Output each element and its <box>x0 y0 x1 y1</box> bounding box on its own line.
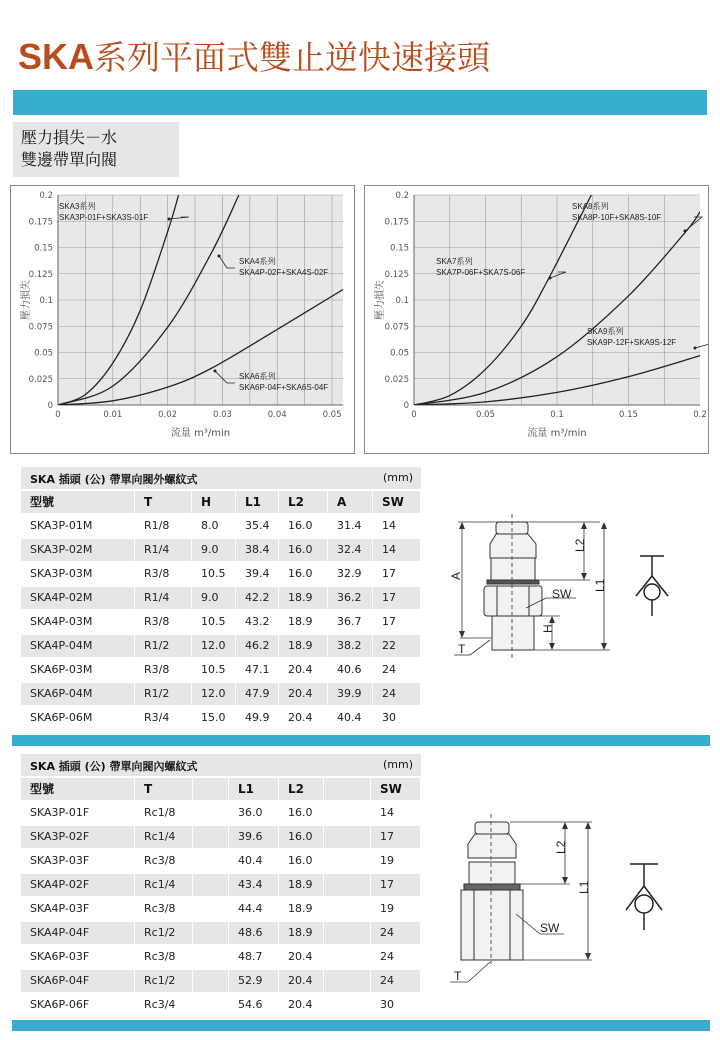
dim-label-sw: SW <box>552 587 572 601</box>
table-row <box>21 587 421 610</box>
y-tick-label: 0.1 <box>395 296 409 306</box>
table-cell: 17 <box>371 874 420 896</box>
x-tick-label: 0.05 <box>476 410 495 420</box>
dim-label-h: H <box>541 624 555 633</box>
table-cell: SKA6P-04M <box>21 683 134 705</box>
table-row <box>21 707 421 730</box>
table-cell: 20.4 <box>288 711 313 724</box>
table-title: SKA 插頭 (公) 帶單向閥外螺紋式 <box>30 473 198 486</box>
table-cell: R3/8 <box>144 567 170 580</box>
header-bar <box>13 90 707 115</box>
table-row <box>21 946 421 969</box>
table-cell: 18.9 <box>279 874 323 896</box>
table-cell: 43.2 <box>245 615 270 628</box>
table-row <box>21 826 421 849</box>
column-header: A <box>328 491 372 513</box>
dim-label-l1: L1 <box>577 880 591 894</box>
table-cell: 30 <box>382 711 396 724</box>
chart-svg <box>365 186 708 453</box>
table-cell: R3/8 <box>144 663 170 676</box>
table-cell: 15.0 <box>201 711 226 724</box>
title-brand: SKA <box>18 36 95 77</box>
column-header: L2 <box>279 491 327 513</box>
table-cell <box>193 898 228 920</box>
table-cell <box>193 946 228 968</box>
table-row <box>21 611 421 634</box>
table-cell: R1/8 <box>144 519 170 532</box>
column-header: SW <box>373 491 420 513</box>
section-heading-line2: 雙邊帶單向閥 <box>21 150 118 169</box>
table-cell: 17 <box>371 826 420 848</box>
table-cell: 36.7 <box>337 615 362 628</box>
leader-arrow <box>549 277 552 280</box>
dim-label-l2: L2 <box>554 840 568 854</box>
table-cell <box>324 802 370 824</box>
plug-collar <box>464 884 520 890</box>
series-model-label: SKA6P-04F+SKA6S-04F <box>239 383 329 392</box>
y-tick-label: 0.1 <box>39 296 53 306</box>
plug-neck <box>469 862 515 884</box>
table-cell <box>193 850 228 872</box>
table-row <box>21 802 421 825</box>
table-cell: R1/4 <box>135 587 191 609</box>
table-cell <box>193 826 228 848</box>
dim-label-t: T <box>454 969 462 983</box>
table-cell: 40.4 <box>337 711 362 724</box>
table-cell <box>193 970 228 992</box>
series-model-label: SKA9P-12F+SKA9S-12F <box>587 338 677 347</box>
y-tick-label: 0.075 <box>28 322 53 333</box>
leader-arrow <box>214 370 217 373</box>
y-tick-label: 0.2 <box>39 191 53 201</box>
table-cell: SKA4P-04M <box>21 635 134 657</box>
leader-arrow <box>694 347 697 350</box>
table-cell: 17 <box>373 587 420 609</box>
table-cell: 9.0 <box>192 587 235 609</box>
x-axis-label: 流量 m³/min <box>527 428 587 439</box>
x-tick-label: 0.01 <box>103 410 123 420</box>
y-tick-label: 0.175 <box>384 217 409 228</box>
table-cell: 16.0 <box>288 567 313 580</box>
table-cell <box>324 970 370 992</box>
dim-label-a: A <box>449 571 463 580</box>
table-cell: R1/4 <box>135 539 191 561</box>
table-cell: Rc1/2 <box>135 970 192 992</box>
table-cell: 39.9 <box>328 683 372 705</box>
internal-plug-diagram <box>430 800 720 1000</box>
series-name-label: SKA4系列 <box>239 257 276 266</box>
series-name-label: SKA6系列 <box>239 372 276 381</box>
table-cell: 43.4 <box>229 874 278 896</box>
table-cell: Rc1/8 <box>144 806 176 819</box>
table-row <box>21 515 421 538</box>
hex-body <box>461 890 523 960</box>
table-row <box>21 970 421 993</box>
table-cell <box>193 802 228 824</box>
column-header: L1 <box>236 491 278 513</box>
table-cell: SKA4P-03M <box>30 615 93 628</box>
table-cell: 12.0 <box>192 683 235 705</box>
table-cell: 32.9 <box>337 567 362 580</box>
table-row <box>21 850 421 873</box>
table-cell: 36.0 <box>238 806 263 819</box>
thread-part <box>492 616 534 650</box>
table-cell: 22 <box>373 635 420 657</box>
y-tick-label: 0.05 <box>34 348 53 359</box>
table-cell: 24 <box>373 683 420 705</box>
y-tick-label: 0.025 <box>28 374 53 385</box>
y-tick-label: 0.15 <box>390 243 409 254</box>
table-row <box>21 659 421 682</box>
pressure-loss-chart-large <box>364 185 709 454</box>
x-tick-label: 0.03 <box>212 410 232 420</box>
table-cell: SKA3P-02F <box>21 826 134 848</box>
table-cell: 48.7 <box>238 950 263 963</box>
table-row <box>21 635 421 658</box>
table-cell: R1/2 <box>135 683 191 705</box>
table-cell: 10.5 <box>201 567 226 580</box>
table-cell: 48.6 <box>229 922 278 944</box>
table-cell: 20.4 <box>279 970 323 992</box>
table-cell <box>324 898 370 920</box>
table-row <box>21 683 421 706</box>
table-cell: 39.6 <box>229 826 278 848</box>
table-cell: 35.4 <box>245 519 270 532</box>
table-cell: 42.2 <box>236 587 278 609</box>
table-cell <box>324 850 370 872</box>
table-cell <box>324 946 370 968</box>
table-row <box>21 922 421 945</box>
footer-bar <box>12 1020 710 1031</box>
series-name-label: SKA8系列 <box>572 202 609 211</box>
y-tick-label: 0.125 <box>28 269 53 280</box>
table-cell: 39.4 <box>245 567 270 580</box>
table-cell <box>324 826 370 848</box>
table-cell: Rc1/2 <box>135 922 192 944</box>
leader-arrow <box>218 255 221 258</box>
table-cell: 17 <box>382 567 396 580</box>
plug-collar <box>487 580 539 584</box>
column-header: H <box>192 491 235 513</box>
table-cell: 19 <box>380 902 394 915</box>
table-cell: Rc1/4 <box>135 826 192 848</box>
external-plug-diagram <box>440 500 720 670</box>
table-cell: 31.4 <box>337 519 362 532</box>
table-title-row <box>21 754 421 776</box>
table-cell: 14 <box>382 519 396 532</box>
table-cell: Rc1/4 <box>135 874 192 896</box>
x-tick-label: 0.04 <box>267 410 287 420</box>
table-cell: 10.5 <box>201 615 226 628</box>
table-cell: SKA6P-03F <box>30 950 90 963</box>
table-cell: SKA6P-04F <box>21 970 134 992</box>
internal-thread-table <box>21 754 421 1018</box>
table-cell: Rc3/8 <box>144 950 176 963</box>
table-cell <box>193 874 228 896</box>
section-heading <box>13 122 179 177</box>
table-cell: 12.0 <box>192 635 235 657</box>
table-cell: 24 <box>380 950 394 963</box>
table-cell: 40.4 <box>238 854 263 867</box>
series-name-label: SKA9系列 <box>587 327 624 336</box>
table-cell: 24 <box>371 970 420 992</box>
table-cell: SKA3P-03M <box>30 567 93 580</box>
table-cell: 46.2 <box>236 635 278 657</box>
table-cell: 18.9 <box>279 922 323 944</box>
hex-body <box>484 586 542 616</box>
y-tick-label: 0.2 <box>395 191 409 201</box>
column-header: L1 <box>229 778 278 800</box>
table-cell: SKA4P-04F <box>21 922 134 944</box>
table-row <box>21 539 421 562</box>
series-name-label: SKA7系列 <box>436 257 473 266</box>
table-cell: 47.1 <box>245 663 270 676</box>
plug-head <box>468 834 516 858</box>
column-header: 型號 <box>21 491 134 513</box>
divider-bar <box>12 735 710 746</box>
table-cell: SKA3P-01M <box>30 519 93 532</box>
check-valve-symbol-icon <box>626 864 662 930</box>
x-axis-label: 流量 m³/min <box>170 428 231 439</box>
table-cell: SKA3P-01F <box>30 806 90 819</box>
plug-tip <box>475 822 509 834</box>
x-tick-label: 0.02 <box>158 410 178 420</box>
x-tick-label: 0 <box>55 410 61 420</box>
table-title-row <box>21 467 421 489</box>
leader-arrow <box>684 230 687 233</box>
table-cell: 16.0 <box>279 826 323 848</box>
table-row <box>21 898 421 921</box>
table-cell: 44.4 <box>238 902 263 915</box>
x-tick-label: 0.2 <box>693 410 707 420</box>
y-tick-label: 0.175 <box>28 217 53 228</box>
page-title <box>18 32 490 82</box>
table-cell: 20.4 <box>288 998 313 1011</box>
column-header: T <box>135 491 191 513</box>
column-header: L2 <box>279 778 323 800</box>
table-header-row <box>21 491 421 514</box>
leader-arrow <box>168 218 171 221</box>
title-text: 系列平面式雙止逆快速接頭 <box>94 38 491 77</box>
y-tick-label: 0.15 <box>34 243 53 254</box>
column-header: SW <box>371 778 420 800</box>
table-cell: 19 <box>380 854 394 867</box>
table-cell: 30 <box>380 998 394 1011</box>
table-cell: 17 <box>382 615 396 628</box>
dim-label-sw: SW <box>540 921 560 935</box>
y-tick-label: 0.075 <box>384 322 409 333</box>
y-tick-label: 0.125 <box>384 269 409 280</box>
table-cell: 20.4 <box>288 663 313 676</box>
x-tick-label: 0.05 <box>322 410 342 420</box>
table-cell: 52.9 <box>229 970 278 992</box>
pressure-loss-chart-small <box>10 185 355 454</box>
table-cell: SKA4P-02F <box>21 874 134 896</box>
table-cell: 20.4 <box>279 683 327 705</box>
x-tick-label: 0 <box>411 410 417 420</box>
y-tick-label: 0 <box>47 401 53 411</box>
table-row <box>21 563 421 586</box>
chart-svg <box>11 186 354 453</box>
table-cell: Rc3/8 <box>144 902 176 915</box>
table-cell: SKA6P-06F <box>30 998 90 1011</box>
table-cell: 54.6 <box>238 998 263 1011</box>
table-unit: (mm) <box>382 471 413 484</box>
table-cell: Rc3/4 <box>144 998 176 1011</box>
series-model-label: SKA3P-01F+SKA3S-01F <box>59 213 149 222</box>
column-header <box>324 778 370 800</box>
table-cell: 36.2 <box>328 587 372 609</box>
table-cell: 14 <box>380 806 394 819</box>
y-axis-label: 壓力損失 <box>375 280 386 320</box>
table-cell <box>193 994 228 1016</box>
table-unit: (mm) <box>382 758 413 771</box>
table-cell: 9.0 <box>192 539 235 561</box>
column-header <box>193 778 228 800</box>
plug-neck <box>491 558 535 580</box>
check-valve-symbol-icon <box>636 556 668 616</box>
table-cell: SKA4P-03F <box>30 902 90 915</box>
table-cell: SKA3P-02M <box>21 539 134 561</box>
table-cell: 32.4 <box>328 539 372 561</box>
column-header: T <box>135 778 192 800</box>
table-cell: 47.9 <box>236 683 278 705</box>
table-cell: SKA3P-03F <box>30 854 90 867</box>
table-cell <box>324 922 370 944</box>
table-cell: R1/2 <box>135 635 191 657</box>
table-title: SKA 插頭 (公) 帶單向閥內螺紋式 <box>30 760 198 773</box>
y-axis-label: 壓力損失 <box>21 280 32 320</box>
x-tick-label: 0.1 <box>550 410 564 420</box>
table-cell: 49.9 <box>245 711 270 724</box>
section-heading-line1: 壓力損失－水 <box>21 128 118 147</box>
x-tick-label: 0.15 <box>619 410 638 420</box>
external-thread-table <box>21 467 421 729</box>
table-cell <box>193 922 228 944</box>
y-tick-label: 0 <box>403 401 409 411</box>
table-cell: 18.9 <box>288 902 313 915</box>
table-header-row <box>21 778 421 801</box>
table-row <box>21 994 421 1017</box>
dim-label-l2: L2 <box>573 538 587 552</box>
table-cell: R3/8 <box>144 615 170 628</box>
table-cell: 16.0 <box>279 539 327 561</box>
series-model-label: SKA8P-10F+SKA8S-10F <box>572 213 662 222</box>
table-cell: 14 <box>373 539 420 561</box>
series-name-label: SKA3系列 <box>59 202 96 211</box>
table-cell: 38.4 <box>236 539 278 561</box>
table-cell: SKA6P-03M <box>30 663 93 676</box>
table-cell: 16.0 <box>288 519 313 532</box>
table-cell <box>324 994 370 1016</box>
table-cell: 10.5 <box>201 663 226 676</box>
table-cell: 38.2 <box>328 635 372 657</box>
table-cell: 18.9 <box>288 615 313 628</box>
table-cell: 40.6 <box>337 663 362 676</box>
table-cell: 16.0 <box>288 806 313 819</box>
table-cell: 16.0 <box>288 854 313 867</box>
table-cell: 8.0 <box>201 519 219 532</box>
series-model-label: SKA4P-02F+SKA4S-02F <box>239 268 329 277</box>
table-cell: Rc3/8 <box>144 854 176 867</box>
table-cell: 24 <box>371 922 420 944</box>
dim-label-t: T <box>458 642 466 656</box>
y-tick-label: 0.05 <box>390 348 409 359</box>
dim-label-l1: L1 <box>593 578 607 592</box>
table-row <box>21 874 421 897</box>
table-cell: 20.4 <box>288 950 313 963</box>
table-cell: SKA4P-02M <box>21 587 134 609</box>
table-cell: 18.9 <box>279 635 327 657</box>
plug-head <box>490 534 536 558</box>
table-cell: R3/4 <box>144 711 170 724</box>
y-tick-label: 0.025 <box>384 374 409 385</box>
table-cell: 18.9 <box>279 587 327 609</box>
table-cell: SKA6P-06M <box>30 711 93 724</box>
table-cell <box>324 874 370 896</box>
series-model-label: SKA7P-06F+SKA7S-06F <box>436 268 526 277</box>
table-cell: 24 <box>382 663 396 676</box>
column-header: 型號 <box>21 778 134 800</box>
